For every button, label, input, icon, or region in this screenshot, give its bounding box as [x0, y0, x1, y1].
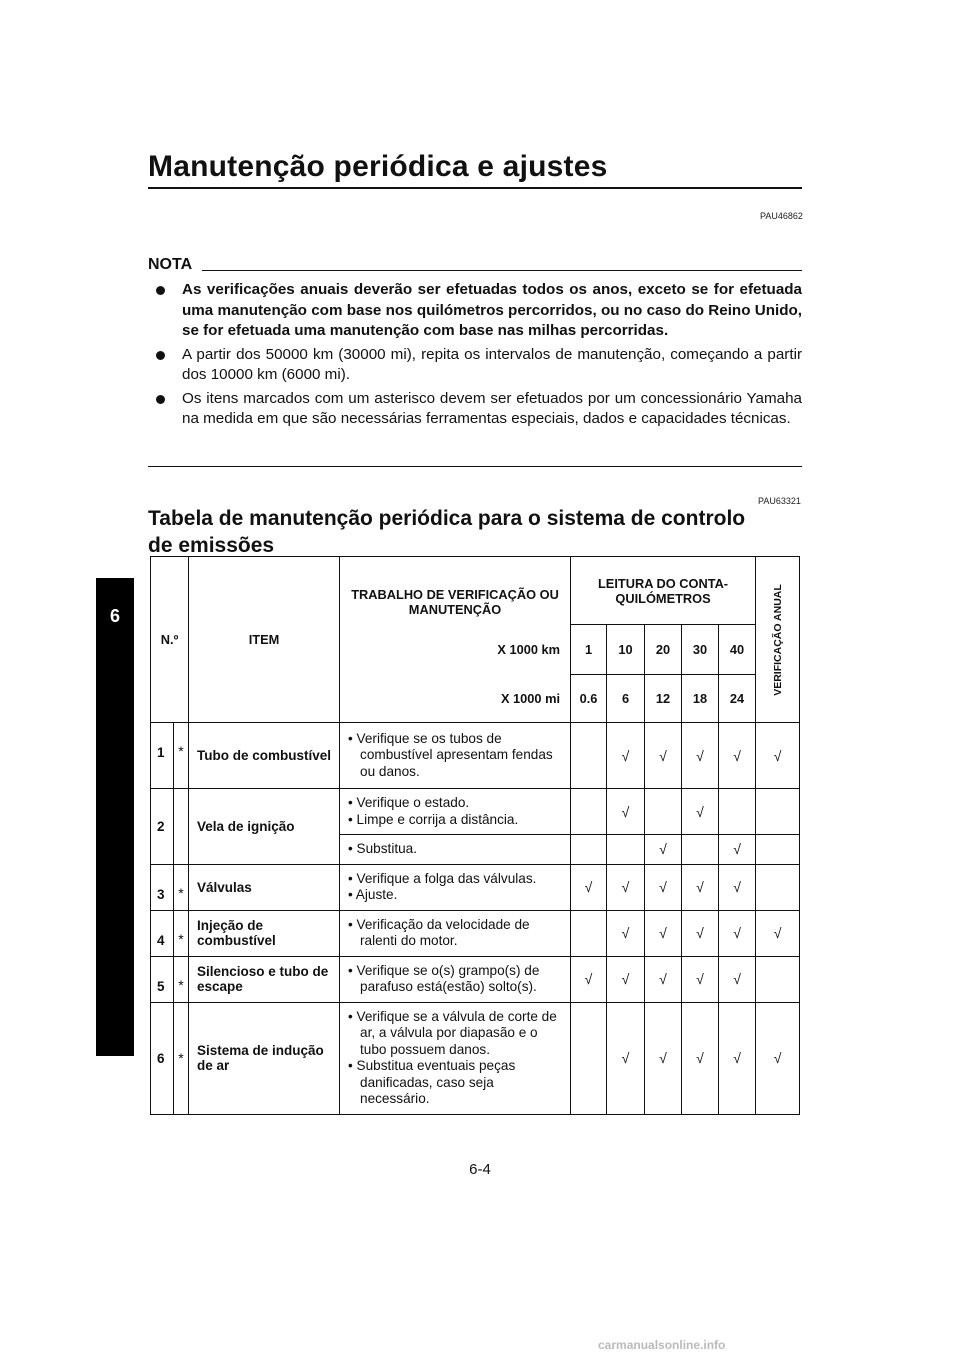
check-cell: √: [682, 789, 719, 835]
check-cell: [756, 789, 800, 835]
odometer-mi-cell: 0.6: [571, 675, 607, 723]
check-cell: [645, 789, 682, 835]
check-cell: [571, 789, 607, 835]
work-line: • Verifique se os tubos de combustível apresentam fendas ou danos.: [348, 730, 553, 779]
header-annual: VERIFICAÇÃO ANUAL: [771, 583, 784, 696]
header-no: N.º: [151, 557, 189, 723]
odometer-km-cell: 10: [607, 625, 645, 675]
row-item: Sistema de indução de ar: [189, 1002, 340, 1114]
page-title: Manutenção periódica e ajustes: [148, 150, 608, 183]
check-cell: √: [756, 1002, 800, 1114]
check-cell: √: [682, 1002, 719, 1114]
row-work: [340, 723, 571, 789]
note-list: [148, 280, 802, 433]
row-work: [340, 864, 571, 910]
table-row: [151, 956, 800, 1002]
row-number: 2: [151, 789, 174, 865]
chapter-number: 6: [109, 606, 120, 626]
odometer-km-cell: 30: [682, 625, 719, 675]
check-cell: √: [719, 956, 756, 1002]
table-row: [151, 1002, 800, 1114]
work-line: • Verifique a folga das válvulas.: [348, 870, 537, 886]
check-cell: √: [607, 789, 645, 835]
bullet-icon: [156, 351, 165, 360]
check-cell: √: [756, 723, 800, 789]
bullet-icon: [156, 286, 165, 295]
note-text: As verificações anuais deverão ser efetuadas todos os anos, exceto se for efetuada uma manutenção com base nos quilómetros percorridos, ou no caso do Reino Unido, se for efetuada uma manutenção com base nas milhas percorridas.: [182, 281, 802, 339]
check-cell: √: [607, 723, 645, 789]
row-item: Válvulas: [189, 864, 340, 910]
row-work: [340, 835, 571, 865]
page-number: 6-4: [469, 1161, 491, 1178]
row-asterisk: *: [174, 864, 189, 910]
odometer-mi-cell: 18: [682, 675, 719, 723]
check-cell: √: [571, 956, 607, 1002]
work-line: • Verifique o estado.: [348, 795, 470, 810]
row-work: [340, 956, 571, 1002]
check-cell: √: [645, 864, 682, 910]
row-asterisk: [174, 789, 189, 865]
work-line: • Ajuste.: [348, 887, 398, 902]
work-line: • Limpe e corrija a distância.: [348, 811, 519, 827]
check-cell: [756, 835, 800, 865]
check-cell: √: [682, 864, 719, 910]
reference-code: PAU63321: [758, 496, 801, 506]
check-cell: [607, 835, 645, 865]
check-cell: √: [645, 1002, 682, 1114]
row-asterisk: *: [174, 723, 189, 789]
chapter-tab: [96, 578, 134, 1056]
odometer-mi-cell: 6: [607, 675, 645, 723]
note-text: Os itens marcados com um asterisco devem ser efetuados por um concessionário Yamaha na medida em que são necessárias ferramentas especiais, dados e capacidades técnicas.: [182, 389, 802, 427]
row-number: 1: [151, 723, 174, 789]
row-asterisk: *: [174, 956, 189, 1002]
odometer-mi-cell: 24: [719, 675, 756, 723]
table-row: [151, 864, 800, 910]
header-item: ITEM: [189, 557, 340, 723]
check-cell: √: [682, 723, 719, 789]
note-label: NOTA: [148, 256, 193, 273]
table-row: [151, 789, 800, 835]
section-title: Tabela de manutenção periódica para o sistema de controlo de emissões: [148, 507, 746, 557]
check-cell: [682, 835, 719, 865]
row-asterisk: *: [174, 1002, 189, 1114]
check-cell: √: [607, 1002, 645, 1114]
odometer-km-cell: 20: [645, 625, 682, 675]
check-cell: [756, 864, 800, 910]
check-cell: √: [756, 910, 800, 956]
check-cell: √: [571, 864, 607, 910]
title-divider: [148, 187, 802, 189]
header-odometer: LEITURA DO CONTA-QUILÓMETROS: [571, 557, 756, 625]
check-cell: [756, 956, 800, 1002]
note-item: [148, 389, 802, 430]
check-cell: √: [719, 910, 756, 956]
check-cell: √: [607, 864, 645, 910]
row-number: 4: [151, 910, 174, 956]
check-cell: [719, 789, 756, 835]
row-number: 5: [151, 956, 174, 1002]
note-text: A partir dos 50000 km (30000 mi), repita os intervalos de manutenção, começando a partir dos 10000 km (6000 mi).: [182, 345, 802, 383]
row-number: 3: [151, 864, 174, 910]
check-cell: [571, 1002, 607, 1114]
check-cell: √: [682, 910, 719, 956]
odometer-mi-cell: 12: [645, 675, 682, 723]
check-cell: √: [607, 956, 645, 1002]
check-cell: √: [719, 835, 756, 865]
row-item: Injeção de combustível: [189, 910, 340, 956]
note-header: [148, 256, 802, 274]
check-cell: √: [607, 910, 645, 956]
bullet-icon: [156, 395, 165, 404]
check-cell: √: [682, 956, 719, 1002]
row-item: Silencioso e tubo de escape: [189, 956, 340, 1002]
maintenance-table: [150, 556, 800, 1115]
check-cell: √: [719, 723, 756, 789]
work-line: • Substitua eventuais peças danificadas, caso seja necessário.: [348, 1058, 516, 1106]
header-mi-label: X 1000 mi: [340, 675, 571, 723]
header-annual-cell: [756, 557, 800, 723]
note-item: [148, 345, 802, 386]
check-cell: [571, 910, 607, 956]
check-cell: √: [645, 723, 682, 789]
check-cell: √: [645, 910, 682, 956]
table-row: [151, 910, 800, 956]
odometer-km-cell: 40: [719, 625, 756, 675]
work-line: • Verifique se a válvula de corte de ar, a válvula por diapasão e o tubo possuem danos.: [348, 1008, 557, 1057]
watermark: carmanualsonline.info: [598, 1338, 726, 1352]
row-number: 6: [151, 1002, 174, 1114]
row-item: Vela de ignição: [189, 789, 340, 865]
note-item: [148, 280, 802, 342]
row-work: [340, 910, 571, 956]
header-km-label: X 1000 km: [340, 625, 571, 675]
check-cell: √: [645, 835, 682, 865]
note-divider-top: [202, 270, 802, 271]
reference-code: PAU46862: [760, 211, 803, 221]
maintenance-table-container: [150, 556, 799, 1106]
header-work: TRABALHO DE VERIFICAÇÃO OU MANUTENÇÃO: [340, 557, 571, 625]
row-work: [340, 1002, 571, 1114]
work-line: • Verificação da velocidade de ralenti do motor.: [348, 916, 530, 948]
check-cell: [571, 723, 607, 789]
odometer-km-cell: 1: [571, 625, 607, 675]
check-cell: [571, 835, 607, 865]
note-divider-bottom: [148, 466, 802, 467]
table-row: [151, 723, 800, 789]
row-work: [340, 789, 571, 835]
check-cell: √: [645, 956, 682, 1002]
work-line: • Verifique se o(s) grampo(s) de parafuso está(estão) solto(s).: [348, 962, 540, 994]
row-asterisk: *: [174, 910, 189, 956]
check-cell: √: [719, 864, 756, 910]
row-item: Tubo de combustível: [189, 723, 340, 789]
work-line: • Substitua.: [348, 841, 418, 856]
check-cell: √: [719, 1002, 756, 1114]
